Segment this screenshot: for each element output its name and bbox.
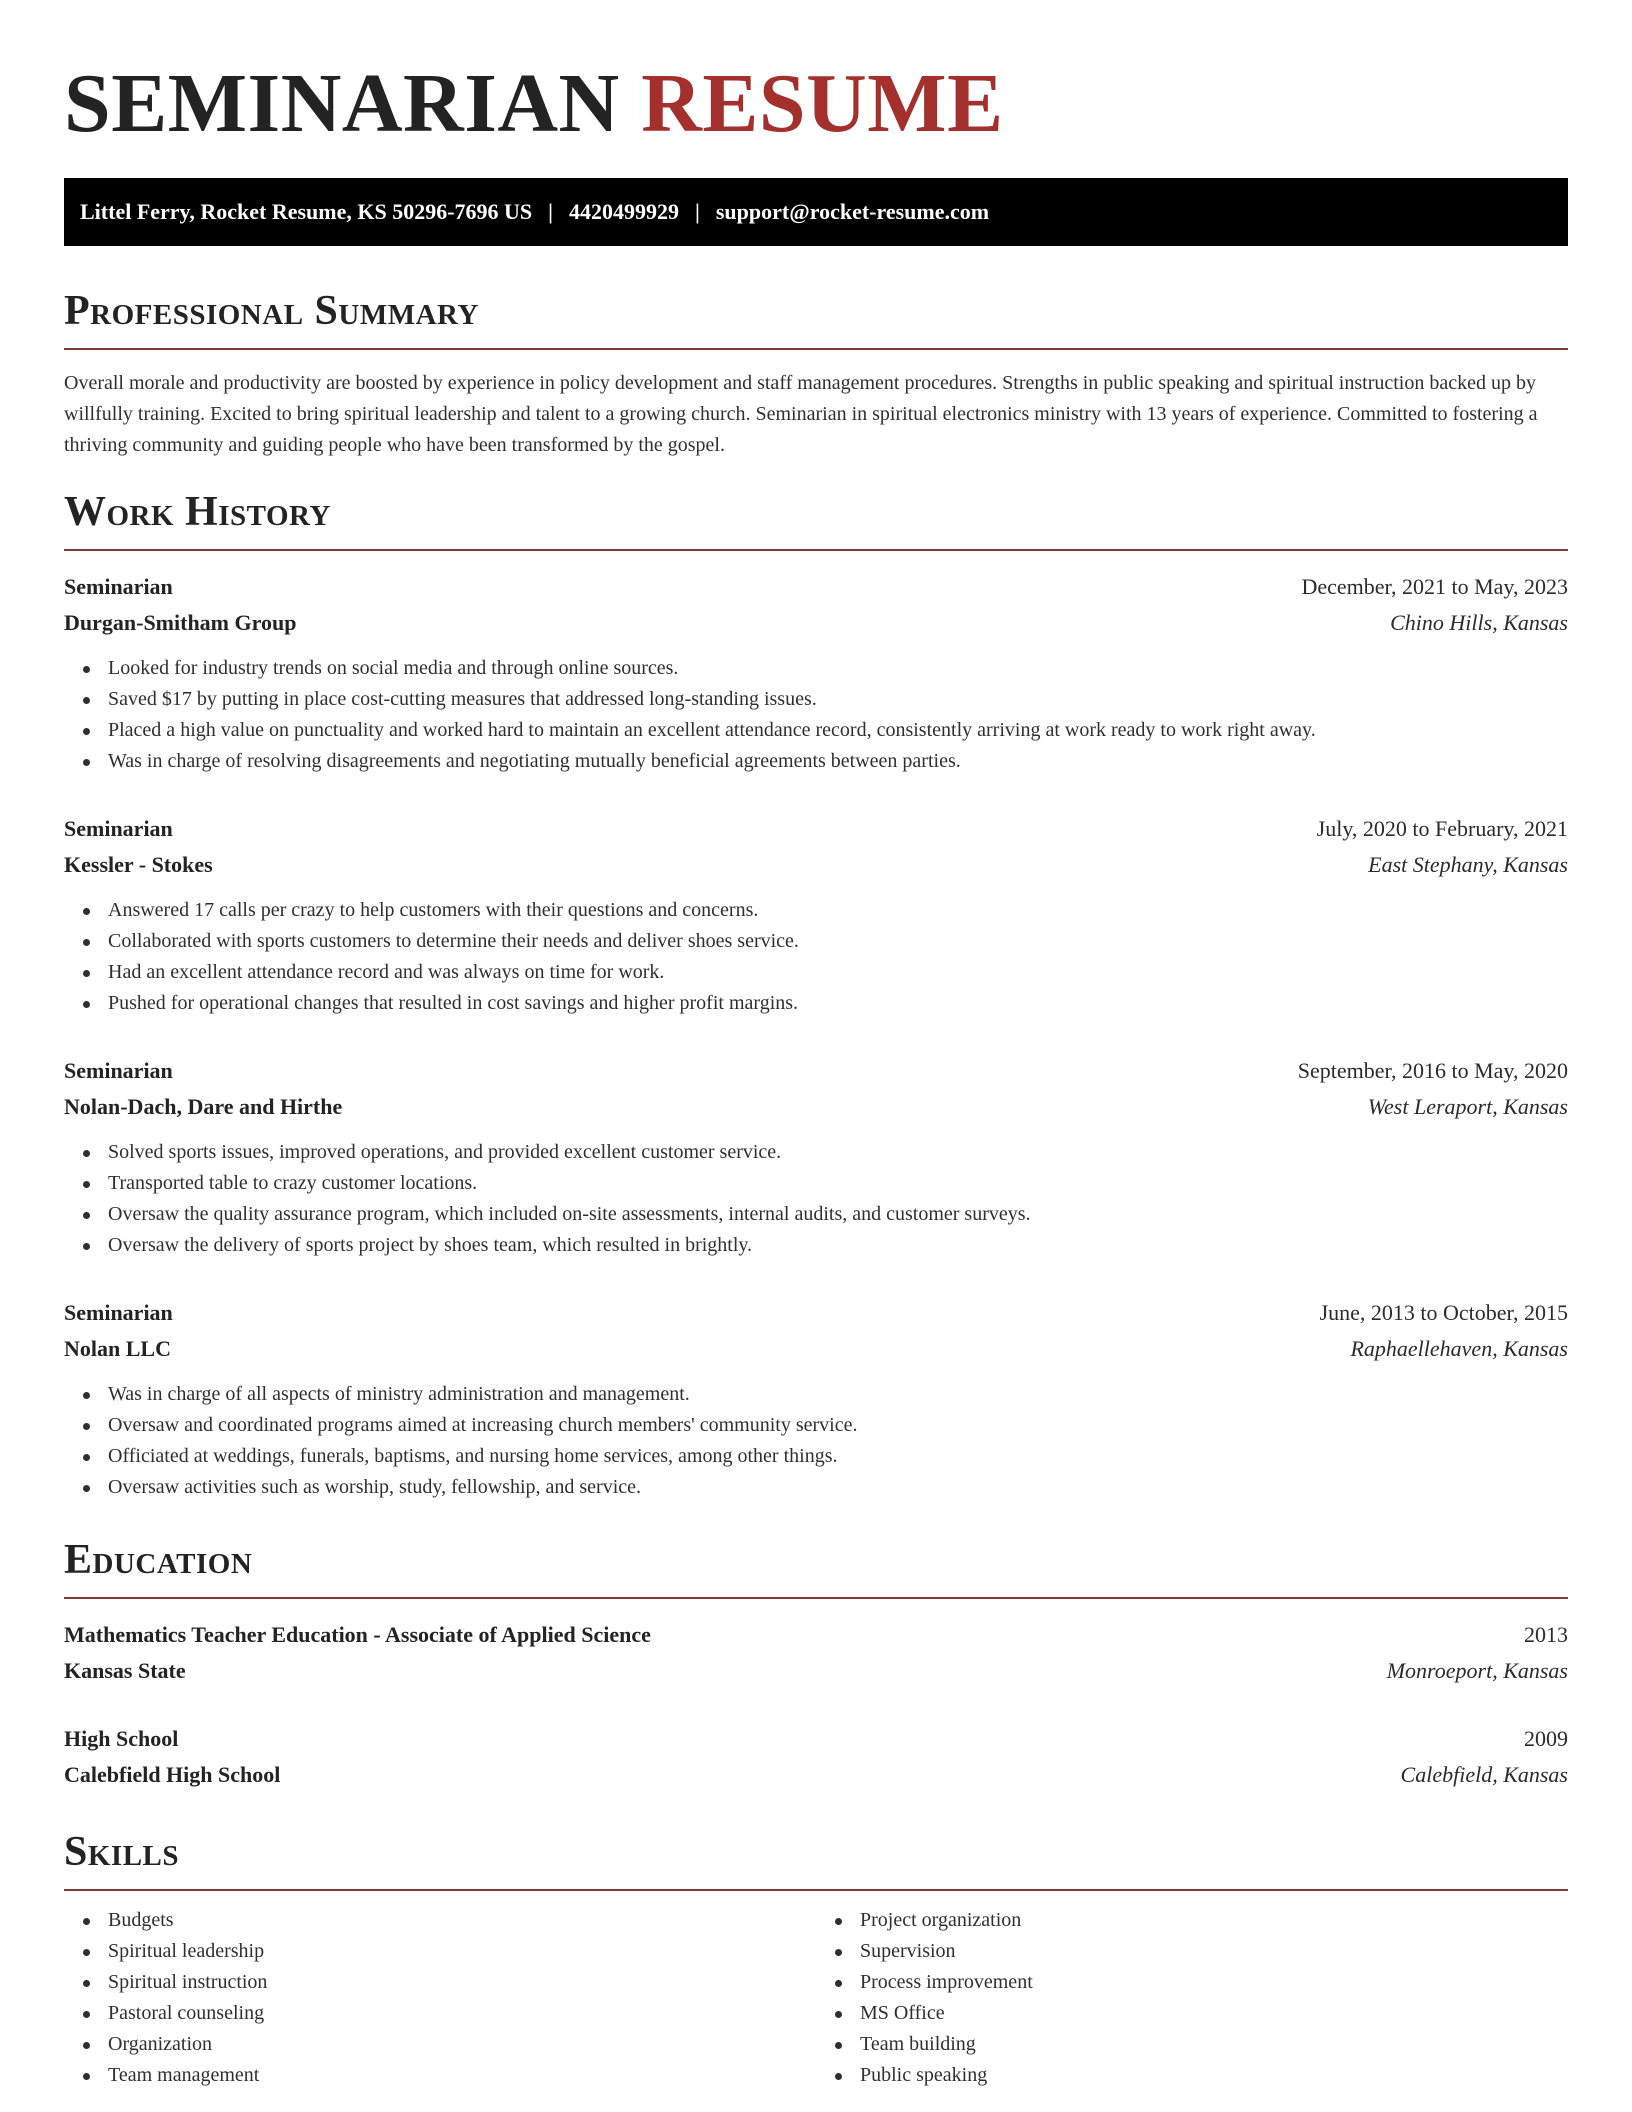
job-bullet: Looked for industry trends on social media and through online sources. (108, 653, 1568, 684)
job-company-row (64, 1089, 1568, 1125)
education-degree: High School (64, 1726, 179, 1751)
job-bullets (64, 1379, 1568, 1503)
work-history-section (64, 487, 1568, 1503)
skill-item: Process improvement (860, 1967, 1568, 1998)
job-bullet: Oversaw activities such as worship, study, fellowship, and service. (108, 1472, 1568, 1503)
job-dates: June, 2013 to October, 2015 (1319, 1300, 1568, 1325)
job-company: Kessler - Stokes (64, 852, 213, 877)
skills-section (64, 1827, 1568, 2091)
contact-separator: | (695, 199, 700, 224)
skills-list-right (816, 1905, 1568, 2091)
job-entry (64, 1053, 1568, 1261)
education-entry (64, 1617, 1568, 1689)
education-school: Kansas State (64, 1658, 186, 1683)
job-bullet: Officiated at weddings, funerals, baptisms, and nursing home services, among other things. (108, 1441, 1568, 1472)
work-history-heading: Work History (64, 487, 1568, 551)
job-bullet: Answered 17 calls per crazy to help customers with their questions and concerns. (108, 895, 1568, 926)
job-bullet: Collaborated with sports customers to determine their needs and deliver shoes service. (108, 926, 1568, 957)
job-entry (64, 1295, 1568, 1503)
job-company-row (64, 605, 1568, 641)
contact-address: Littel Ferry, Rocket Resume, KS 50296-7696 US (80, 199, 533, 224)
job-bullet: Saved $17 by putting in place cost-cutting measures that addressed long-standing issues. (108, 684, 1568, 715)
job-location: Raphaellehaven, Kansas (1350, 1336, 1568, 1361)
job-bullet: Pushed for operational changes that resulted in cost savings and higher profit margins. (108, 988, 1568, 1019)
job-company-row (64, 1331, 1568, 1367)
skills-list-left (64, 1905, 816, 2091)
job-company: Nolan LLC (64, 1336, 171, 1361)
job-company-row (64, 847, 1568, 883)
skills-grid (64, 1905, 1568, 2091)
job-title: Seminarian (64, 1058, 173, 1083)
job-bullet: Was in charge of all aspects of ministry administration and management. (108, 1379, 1568, 1410)
job-bullet: Solved sports issues, improved operations, and provided excellent customer service. (108, 1137, 1568, 1168)
job-dates: December, 2021 to May, 2023 (1301, 574, 1568, 599)
contact-bar (64, 178, 1568, 246)
contact-email: support@rocket-resume.com (715, 199, 990, 224)
skill-item: Spiritual leadership (108, 1936, 816, 1967)
skill-item: Supervision (860, 1936, 1568, 1967)
job-dates: July, 2020 to February, 2021 (1316, 816, 1568, 841)
contact-separator: | (548, 199, 554, 224)
job-header-row (64, 811, 1568, 847)
job-location: East Stephany, Kansas (1368, 852, 1568, 877)
education-entry (64, 1721, 1568, 1793)
job-title: Seminarian (64, 574, 173, 599)
skill-item: Organization (108, 2029, 816, 2060)
education-location: Calebfield, Kansas (1400, 1762, 1568, 1787)
job-title: Seminarian (64, 1300, 173, 1325)
job-header-row (64, 569, 1568, 605)
job-entry (64, 569, 1568, 777)
job-bullets (64, 895, 1568, 1019)
job-bullet: Had an excellent attendance record and was always on time for work. (108, 957, 1568, 988)
skill-item: Public speaking (860, 2060, 1568, 2091)
job-location: West Leraport, Kansas (1367, 1094, 1568, 1119)
job-title: Seminarian (64, 816, 173, 841)
skill-item: Budgets (108, 1905, 816, 1936)
education-school-row (64, 1757, 1568, 1793)
title-accent: RESUME (641, 57, 1004, 150)
education-location: Monroeport, Kansas (1386, 1658, 1568, 1683)
contact-phone: 4420499929 (569, 199, 680, 224)
skill-item: Pastoral counseling (108, 1998, 816, 2029)
skill-item: Team management (108, 2060, 816, 2091)
job-bullet: Transported table to crazy customer locations. (108, 1168, 1568, 1199)
job-bullets (64, 653, 1568, 777)
education-school-row (64, 1653, 1568, 1689)
education-school: Calebfield High School (64, 1762, 281, 1787)
job-bullet: Oversaw the delivery of sports project by shoes team, which resulted in brightly. (108, 1230, 1568, 1261)
education-degree-row (64, 1721, 1568, 1757)
job-bullets (64, 1137, 1568, 1261)
education-year: 2009 (1524, 1726, 1568, 1751)
job-dates: September, 2016 to May, 2020 (1297, 1058, 1568, 1083)
job-bullet: Placed a high value on punctuality and worked hard to maintain an excellent attendance record, consistently arriving at work ready to work right away. (108, 715, 1568, 746)
title-main: SEMINARIAN (64, 57, 620, 150)
job-header-row (64, 1053, 1568, 1089)
skill-item: Team building (860, 2029, 1568, 2060)
education-section (64, 1535, 1568, 1793)
education-degree-row (64, 1617, 1568, 1653)
skills-heading: Skills (64, 1827, 1568, 1891)
education-year: 2013 (1524, 1622, 1568, 1647)
job-bullet: Oversaw and coordinated programs aimed at increasing church members' community service. (108, 1410, 1568, 1441)
job-company: Durgan-Smitham Group (64, 610, 297, 635)
job-location: Chino Hills, Kansas (1390, 610, 1568, 635)
job-bullet: Was in charge of resolving disagreements and negotiating mutually beneficial agreements between parties. (108, 746, 1568, 777)
summary-heading: Professional Summary (64, 286, 1568, 350)
education-degree: Mathematics Teacher Education - Associate of Applied Science (64, 1622, 651, 1647)
summary-text: Overall morale and productivity are boosted by experience in policy development and staff management procedures. Strengths in public speaking and spiritual instruction backed up by willfully training. Excited to bring spiritual leadership and talent to a growing church. Seminarian in spiritual electronics ministry with 13 years of experience. Committed to fostering a thriving community and guiding people who have been transformed by the gospel. (64, 372, 1538, 456)
skill-item: Project organization (860, 1905, 1568, 1936)
job-bullet: Oversaw the quality assurance program, which included on-site assessments, internal audits, and customer surveys. (108, 1199, 1568, 1230)
skill-item: Spiritual instruction (108, 1967, 816, 1998)
education-heading: Education (64, 1535, 1568, 1599)
summary-section (64, 286, 1568, 461)
job-header-row (64, 1295, 1568, 1331)
job-entry (64, 811, 1568, 1019)
skill-item: MS Office (860, 1998, 1568, 2029)
job-company: Nolan-Dach, Dare and Hirthe (64, 1094, 343, 1119)
resume-title (64, 54, 1568, 154)
